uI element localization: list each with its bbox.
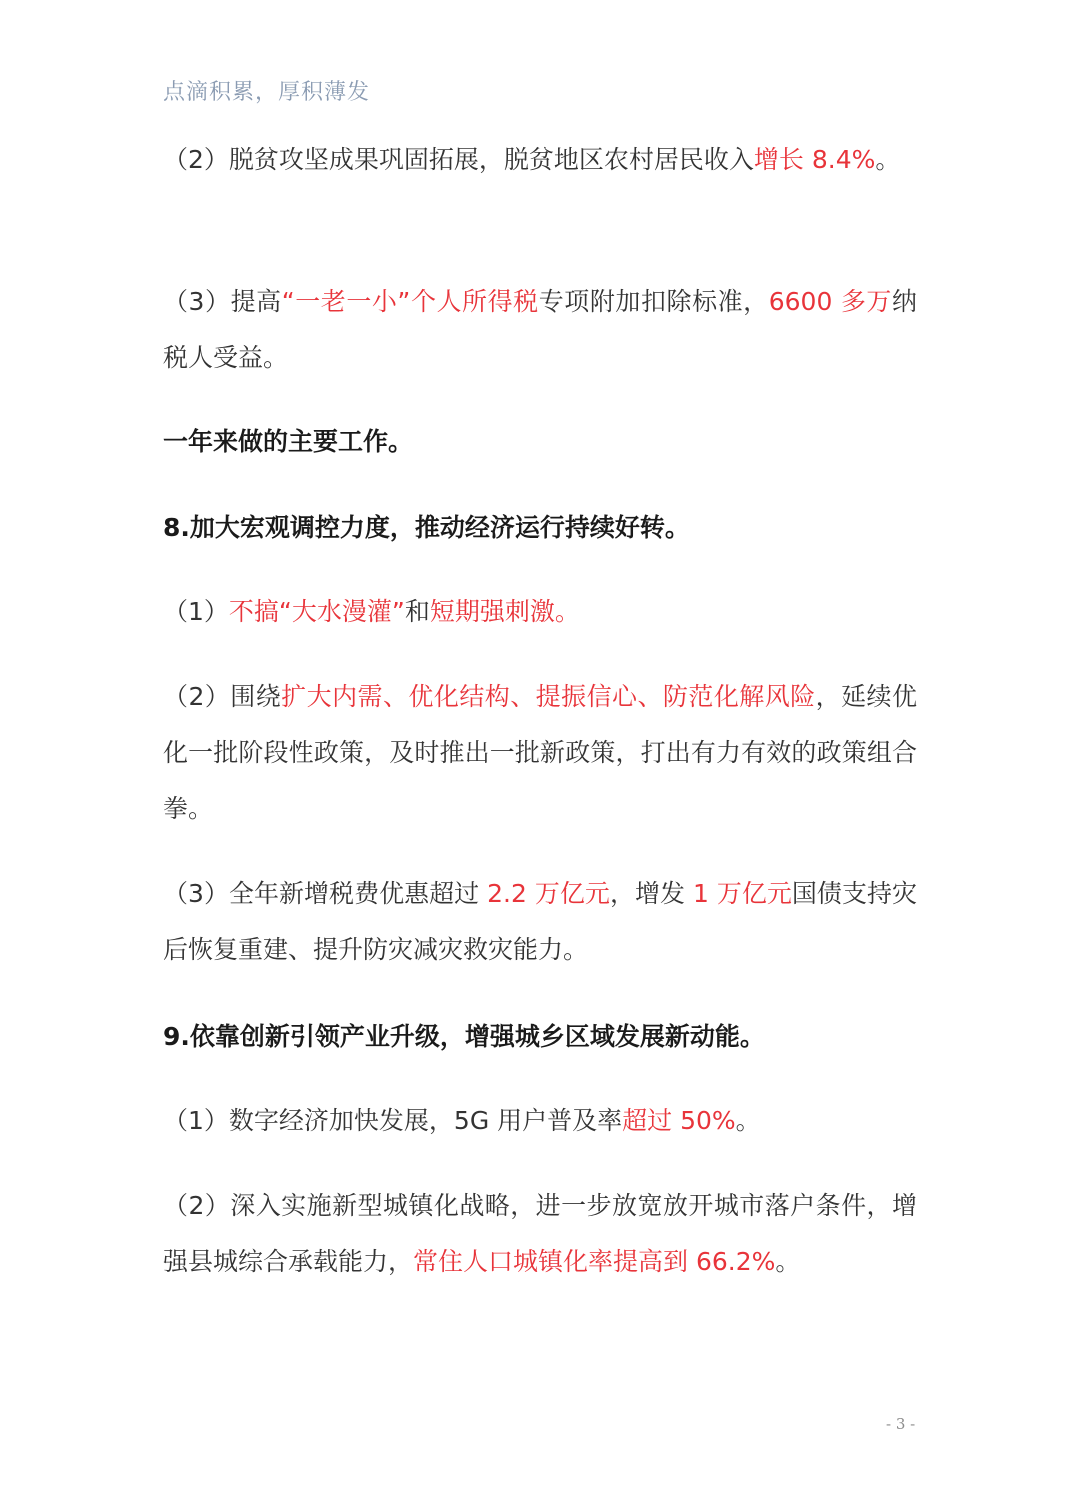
item-8-2 <box>163 669 917 837</box>
item-8-1 <box>163 584 917 640</box>
highlight-text: 超过 50% <box>622 1106 736 1135</box>
item-text: 专项附加扣除标准， <box>538 287 769 316</box>
item-9-2 <box>163 1178 917 1290</box>
section-heading-main-work: 一年来做的主要工作。 <box>163 427 414 456</box>
section-heading-8: 8.加大宏观调控力度，推动经济运行持续好转。 <box>163 513 690 542</box>
item-9-1 <box>163 1093 917 1149</box>
item-text: 。 <box>775 1247 801 1276</box>
item-text: ，延续优化一批阶段性政策，及时推出一批新政策，打出有力有效的政策组合拳。 <box>163 682 917 823</box>
highlight-text: 。 <box>554 597 580 626</box>
item-text: 纳税人受益。 <box>163 287 918 372</box>
highlight-text: 不搞“大水漫灌” <box>228 597 405 626</box>
highlight-text: 1 万亿元 <box>692 879 792 908</box>
item-text: ，增发 <box>609 879 693 908</box>
document-header: 点滴积累，厚积薄发 <box>163 80 371 105</box>
item-text: （3）提高 <box>163 287 282 316</box>
item-text: （2）围绕 <box>163 682 282 711</box>
item-text: 。 <box>875 145 901 174</box>
highlight-text: 增长 8.4% <box>753 145 876 174</box>
item-text: （2）脱贫攻坚成果巩固拓展，脱贫地区农村居民收入 <box>163 145 754 174</box>
item-text: （1） <box>163 597 229 626</box>
highlight-text: 短期强刺激 <box>429 597 555 626</box>
highlight-text: 扩大内需、优化结构、提振信心、防范化解风险 <box>281 682 816 711</box>
item-text: （3）全年新增税费优惠超过 <box>163 879 488 908</box>
page-number: - 3 - <box>886 1415 916 1433</box>
item-text: （1）数字经济加快发展，5G 用户普及率 <box>163 1106 623 1135</box>
item-text: 国债支持灾后恢复重建、提升防灾减灾救灾能力。 <box>163 879 917 964</box>
highlight-text: “一老一小”个人所得税 <box>281 287 539 316</box>
item-text: （2）深入实施新型城镇化战略，进一步放宽放开城市落户条件，增强县城综合承载能力， <box>163 1191 917 1276</box>
highlight-text: 常住人口城镇化率提高到 66.2% <box>413 1247 776 1276</box>
section-heading-9: 9.依靠创新引领产业升级，增强城乡区域发展新动能。 <box>163 1022 765 1051</box>
highlight-text: 2.2 万亿元 <box>487 879 610 908</box>
item-tax-deduction <box>163 274 917 386</box>
item-text: 。 <box>735 1106 761 1135</box>
item-poverty-alleviation <box>163 132 917 188</box>
item-8-3 <box>163 866 917 978</box>
item-text: 和 <box>404 597 430 626</box>
highlight-text: 6600 多万 <box>768 287 892 316</box>
